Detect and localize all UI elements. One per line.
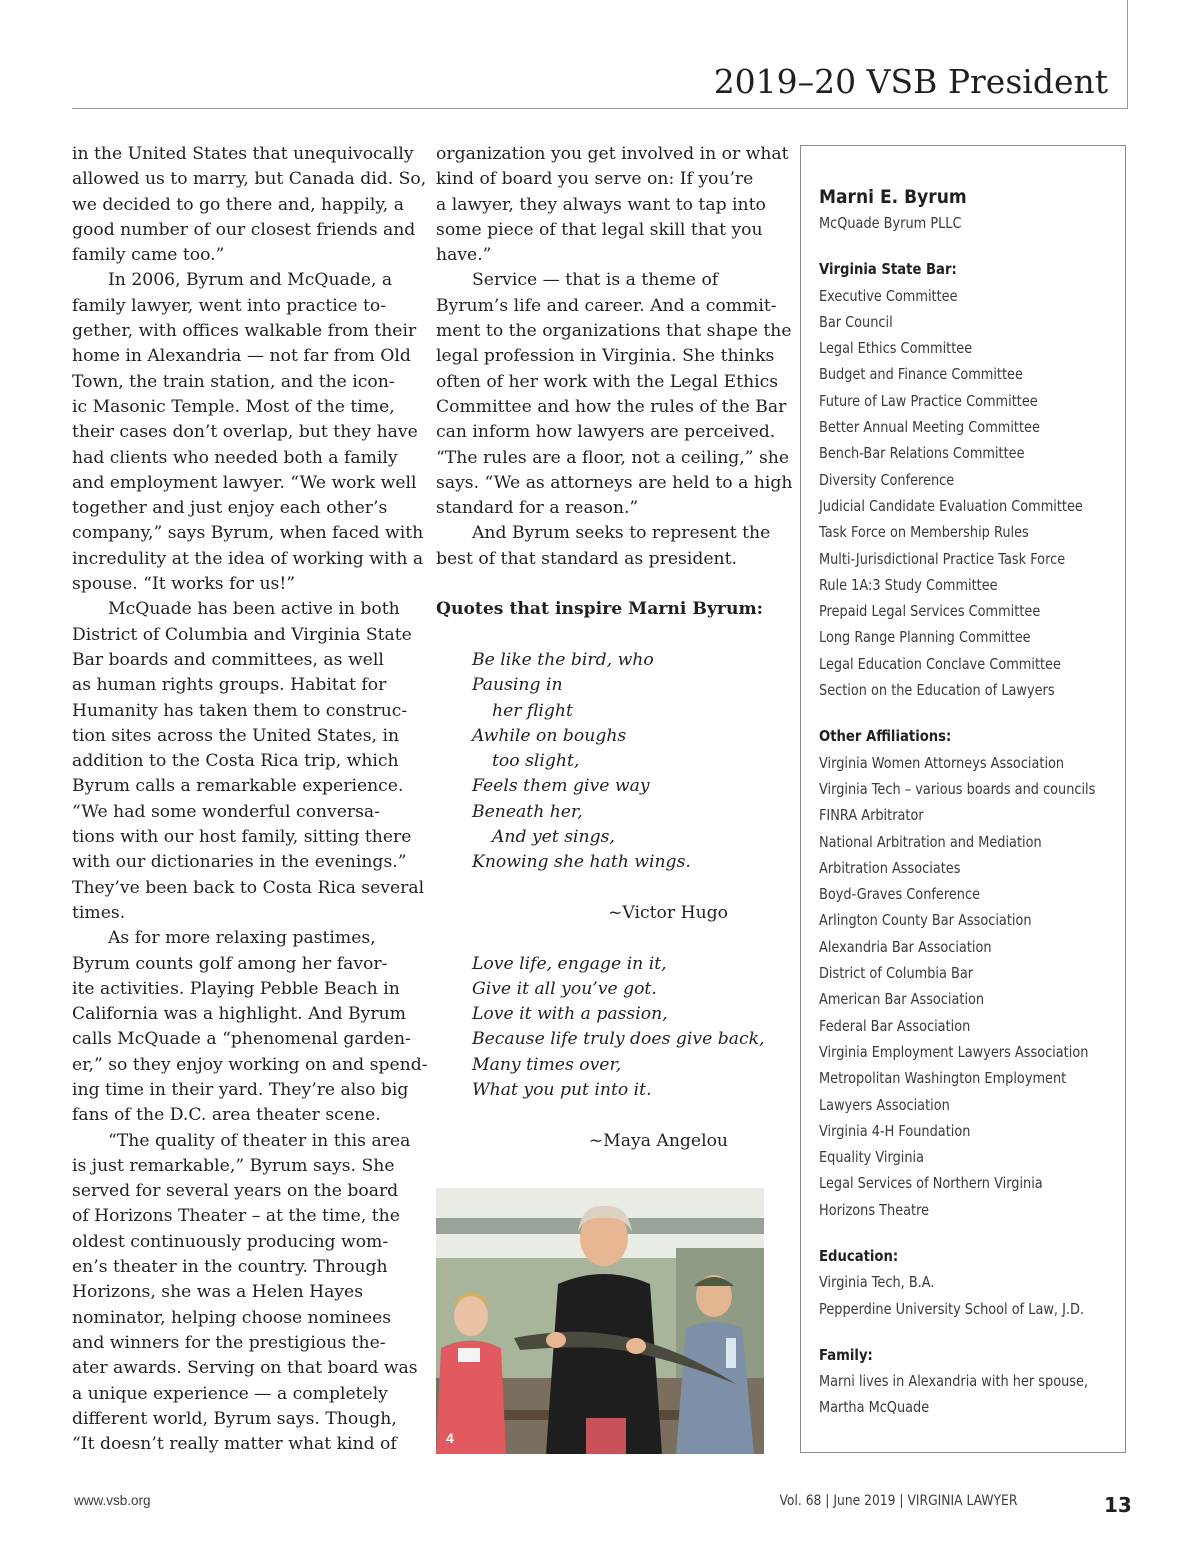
sidebar-item: Task Force on Membership Rules: [819, 523, 1029, 542]
article-line: “It doesn’t really matter what kind of: [72, 1434, 397, 1455]
poem-line: Because life truly does give back,: [472, 1029, 765, 1050]
sidebar-item: Equality Virginia: [819, 1148, 925, 1167]
article-line: ic Masonic Temple. Most of the time,: [72, 396, 395, 417]
article-line: some piece of that legal skill that you: [436, 219, 763, 240]
sidebar-item: Section on the Education of Lawyers: [819, 681, 1055, 700]
poem-maya-angelou: [436, 952, 768, 1104]
article-column-2: [436, 142, 793, 1154]
article-line: as human rights groups. Habitat for: [72, 675, 387, 696]
sidebar-item: Rule 1A:3 Study Committee: [819, 575, 998, 594]
sidebar-item: Virginia Tech, B.A.: [819, 1273, 935, 1292]
article-line: Service — that is a theme of: [472, 270, 719, 291]
article-line: “The rules are a floor, not a ceiling,” she: [436, 447, 790, 468]
article-line: Town, the train station, and the icon-: [72, 371, 395, 392]
sidebar-section-heading: Education:: [819, 1246, 899, 1265]
article-line: Committee and how the rules of the Bar: [436, 396, 787, 417]
article-column-1: [72, 142, 428, 1457]
article-line: served for several years on the board: [72, 1181, 399, 1202]
header-rule: [72, 108, 1128, 109]
article-line: have.”: [436, 245, 492, 266]
article-line: ite activities. Playing Pebble Beach in: [72, 978, 400, 999]
sidebar-item: American Bar Association: [819, 990, 985, 1009]
header-vertical-rule: [1127, 0, 1128, 108]
photo-illustration: [436, 1188, 764, 1454]
sidebar-item: Better Annual Meeting Committee: [819, 418, 1040, 437]
article-line: “We had some wonderful conversa-: [72, 801, 380, 822]
sidebar-item: Virginia 4-H Foundation: [819, 1121, 971, 1140]
article-line: good number of our closest friends and: [72, 219, 416, 240]
sidebar-firm: McQuade Byrum PLLC: [819, 214, 962, 232]
sidebar-section-heading: Other Affiliations:: [819, 727, 952, 746]
article-line: best of that standard as president.: [436, 548, 737, 569]
sidebar-item: Legal Ethics Committee: [819, 339, 973, 358]
sidebar-item: Judicial Candidate Evaluation Committee: [819, 496, 1083, 515]
article-line: a lawyer, they always want to tap into: [436, 194, 766, 215]
article-line: Humanity has taken them to construc-: [72, 700, 408, 721]
article-line: company,” says Byrum, when faced with: [72, 523, 424, 544]
article-line: And Byrum seeks to represent the: [472, 523, 771, 544]
article-line: en’s theater in the country. Through: [72, 1257, 388, 1278]
article-line: “The quality of theater in this area: [108, 1130, 411, 1151]
article-line: home in Alexandria — not far from Old: [72, 346, 411, 367]
poem-line: Be like the bird, who: [472, 649, 654, 670]
sidebar-item: FINRA Arbitrator: [819, 806, 924, 825]
page-number: 13: [1104, 1493, 1132, 1517]
article-line: their cases don’t overlap, but they have: [72, 422, 418, 443]
sidebar-item: Multi-Jurisdictional Practice Task Force: [819, 549, 1066, 568]
sidebar-section-heading: Virginia State Bar:: [819, 260, 957, 279]
article-line: ater awards. Serving on that board was: [72, 1358, 418, 1379]
article-line: often of her work with the Legal Ethics: [436, 371, 779, 392]
sidebar-item: Arbitration Associates: [819, 858, 961, 877]
sidebar-item: Future of Law Practice Committee: [819, 391, 1038, 410]
sidebar-item: Boyd-Graves Conference: [819, 885, 981, 904]
sidebar-item: Legal Services of Northern Virginia: [819, 1174, 1043, 1193]
article-line: fans of the D.C. area theater scene.: [72, 1105, 381, 1126]
sidebar-name: Marni E. Byrum: [819, 186, 967, 208]
poem-line: Love life, engage in it,: [472, 953, 667, 974]
article-line: spouse. “It works for us!”: [72, 574, 296, 595]
section-title: 2019–20 VSB President: [713, 62, 1108, 101]
article-line: can inform how lawyers are perceived.: [436, 422, 776, 443]
sidebar-item: Horizons Theatre: [819, 1200, 930, 1219]
article-line: standard for a reason.”: [436, 498, 639, 519]
sidebar-item: Federal Bar Association: [819, 1016, 971, 1035]
sidebar-item: Virginia Tech – various boards and councils: [819, 779, 1096, 798]
article-line: calls McQuade a “phenomenal garden-: [72, 1029, 411, 1050]
article-line: er,” so they enjoy working on and spend-: [72, 1054, 428, 1075]
photo-number: 4: [446, 1430, 454, 1446]
article-line: As for more relaxing pastimes,: [108, 928, 376, 949]
poem-line: Many times over,: [472, 1054, 622, 1075]
poem-line: her flight: [492, 700, 573, 721]
article-line: ing time in their yard. They’re also big: [72, 1079, 409, 1100]
article-line: They’ve been back to Costa Rica several: [72, 877, 425, 898]
sidebar-item: Legal Education Conclave Committee: [819, 654, 1061, 673]
sidebar-item: Prepaid Legal Services Committee: [819, 602, 1041, 621]
sidebar-section-heading: Family:: [819, 1345, 873, 1364]
article-line: incredulity at the idea of working with a: [72, 548, 424, 569]
poem-attribution-hugo: ~Victor Hugo: [608, 902, 728, 923]
sidebar-item: Budget and Finance Committee: [819, 365, 1023, 384]
article-line: nominator, helping choose nominees: [72, 1307, 392, 1328]
article-line: we decided to go there and, happily, a: [72, 194, 404, 215]
article-line: different world, Byrum says. Though,: [72, 1408, 397, 1429]
quotes-heading: Quotes that inspire Marni Byrum:: [436, 599, 764, 620]
poem-line: Give it all you’ve got.: [472, 978, 657, 999]
sidebar-item: Marni lives in Alexandria with her spouse,: [819, 1372, 1089, 1391]
article-line: together and just enjoy each other’s: [72, 498, 388, 519]
sidebar-item: Virginia Women Attorneys Association: [819, 753, 1065, 772]
sidebar-item: Metropolitan Washington Employment: [819, 1069, 1067, 1088]
article-line: California was a highlight. And Byrum: [72, 1004, 406, 1025]
poem-line: And yet sings,: [492, 827, 615, 848]
sidebar-item: Lawyers Association: [819, 1095, 950, 1114]
article-line: says. “We as attorneys are held to a high: [436, 472, 793, 493]
article-line: and winners for the prestigious the-: [72, 1332, 386, 1353]
article-line: is just remarkable,” Byrum says. She: [72, 1155, 395, 1176]
article-line: a unique experience — a completely: [72, 1383, 388, 1404]
article-line: allowed us to marry, but Canada did. So,: [72, 169, 427, 190]
article-line: addition to the Costa Rica trip, which: [72, 751, 399, 772]
bio-sidebar: [800, 145, 1126, 1453]
article-line: gether, with offices walkable from their: [72, 321, 417, 342]
poem-line: Feels them give way: [472, 776, 650, 797]
poem-victor-hugo: [436, 648, 768, 876]
poem-line: Awhile on boughs: [472, 725, 627, 746]
article-line: oldest continuously producing wom-: [72, 1231, 389, 1252]
footer-issue: Vol. 68 | June 2019 | VIRGINIA LAWYER: [779, 1493, 1017, 1509]
photo-alligator: [436, 1188, 764, 1454]
article-line: times.: [72, 902, 126, 923]
sidebar-item: Arlington County Bar Association: [819, 911, 1032, 930]
sidebar-item: District of Columbia Bar: [819, 964, 974, 983]
poem-line: too slight,: [492, 751, 580, 772]
sidebar-item: Pepperdine University School of Law, J.D.: [819, 1299, 1085, 1318]
sidebar-item: Bar Council: [819, 312, 893, 331]
article-line: District of Columbia and Virginia State: [72, 624, 412, 645]
article-line: Horizons, she was a Helen Hayes: [72, 1282, 364, 1303]
article-line: kind of board you serve on: If you’re: [436, 169, 754, 190]
article-line: ment to the organizations that shape the: [436, 321, 792, 342]
poem-line: Beneath her,: [472, 801, 583, 822]
article-line: in the United States that unequivocally: [72, 144, 414, 164]
article-line: organization you get involved in or what: [436, 144, 789, 164]
sidebar-item: Diversity Conference: [819, 470, 955, 489]
article-line: In 2006, Byrum and McQuade, a: [108, 270, 393, 291]
poem-line: Pausing in: [472, 675, 563, 696]
sidebar-item: Virginia Employment Lawyers Association: [819, 1042, 1089, 1061]
article-line: legal profession in Virginia. She thinks: [436, 346, 775, 367]
sidebar-item: Long Range Planning Committee: [819, 628, 1031, 647]
article-line: tion sites across the United States, in: [72, 725, 400, 746]
poem-line: Love it with a passion,: [472, 1004, 668, 1025]
article-line: Byrum counts golf among her favor-: [72, 953, 388, 974]
sidebar-item: Alexandria Bar Association: [819, 937, 992, 956]
sidebar-item: National Arbitration and Mediation: [819, 832, 1042, 851]
poem-attribution-angelou: ~Maya Angelou: [588, 1130, 728, 1151]
article-line: family lawyer, went into practice to-: [72, 295, 387, 316]
poem-line: What you put into it.: [472, 1079, 652, 1100]
article-line: Bar boards and committees, as well: [72, 649, 384, 670]
sidebar-item: Bench-Bar Relations Committee: [819, 444, 1025, 463]
article-line: Byrum calls a remarkable experience.: [72, 776, 404, 797]
article-line: with our dictionaries in the evenings.”: [72, 852, 407, 873]
article-line: and employment lawyer. “We work well: [72, 472, 417, 493]
article-line: McQuade has been active in both: [108, 599, 400, 620]
sidebar-item: Executive Committee: [819, 286, 958, 305]
article-line: Byrum’s life and career. And a commit-: [436, 295, 777, 316]
poem-line: Knowing she hath wings.: [472, 852, 691, 873]
article-line: had clients who needed both a family: [72, 447, 398, 468]
article-line: tions with our host family, sitting there: [72, 827, 412, 848]
footer-website: www.vsb.org: [74, 1493, 151, 1508]
article-line: of Horizons Theater – at the time, the: [72, 1206, 400, 1227]
sidebar-item: Martha McQuade: [819, 1398, 930, 1417]
article-line: family came too.”: [72, 245, 225, 266]
